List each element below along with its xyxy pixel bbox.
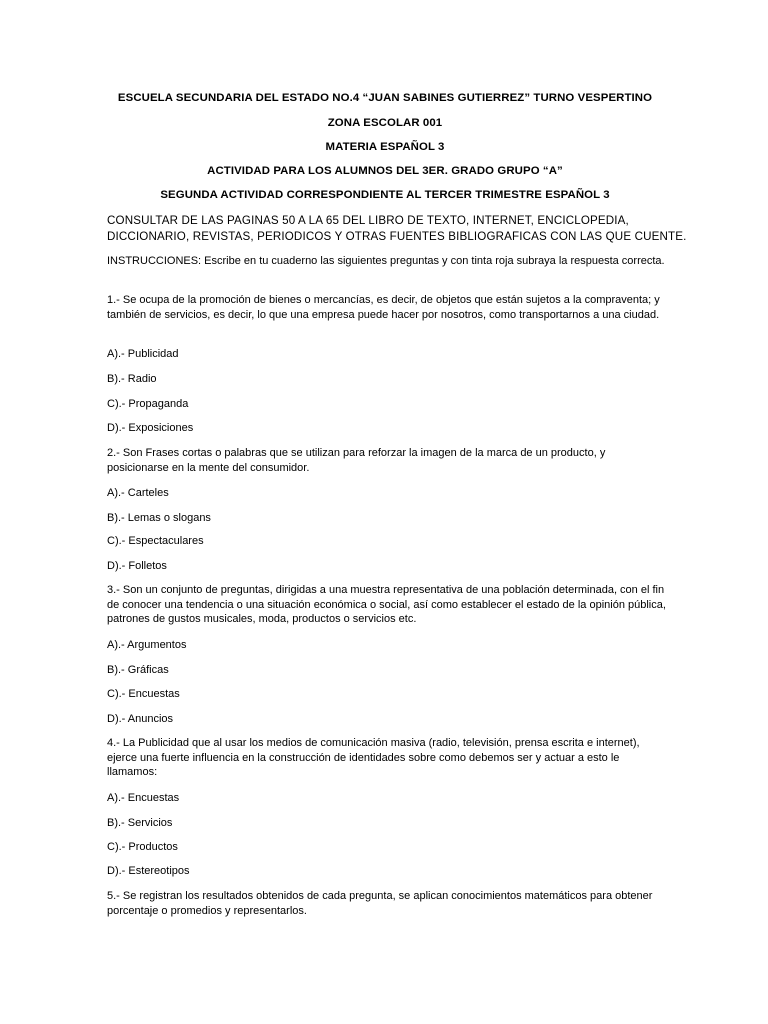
question-2-text: 2.- Son Frases cortas o palabras que se utilizan para reforzar la imagen de la marca de un producto, y posicionarse en la mente del consumidor. [107, 447, 606, 474]
question-1-text: 1.- Se ocupa de la promoción de bienes o mercancías, es decir, de objetos que están sujetos a la compraventa; y también de servicios, es decir, lo que una empresa puede hacer por nosotros, como transportarnos a una ciudad. [107, 294, 660, 321]
question-1-option-d: D).- Exposiciones [107, 422, 194, 434]
question-1-option-c: C).- Propaganda [107, 398, 189, 410]
question-4-text: 4.- La Publicidad que al usar los medios de comunicación masiva (radio, televisión, prensa escrita e internet), ejerce una fuerte influencia en la construcción de identidades sobre como debemos ser y actuar a esto le llamamos: [107, 737, 640, 779]
zone-heading: ZONA ESCOLAR 001 [327, 117, 443, 129]
question-4-option-d: D).- Estereotipos [107, 865, 190, 877]
question-3-option-b: B).- Gráficas [107, 664, 169, 676]
question-5-text: 5.- Se registran los resultados obtenidos de cada pregunta, se aplican conocimientos matemáticos para obtener porcentaje o promedios y representarlos. [107, 890, 653, 917]
question-2-option-c: C).- Espectaculares [107, 535, 204, 547]
question-3-text: 3.- Son un conjunto de preguntas, dirigidas a una muestra representativa de una población determinada, con el fin de conocer una tendencia o una situación económica o social, así como establecer el estado de la opinión pública, patrones de gustos musicales, moda, productos o servicios etc. [107, 584, 666, 626]
question-2-option-a: A).- Carteles [107, 487, 169, 499]
question-4-option-a: A).- Encuestas [107, 792, 180, 804]
question-3-option-d: D).- Anuncios [107, 713, 174, 725]
question-4-option-c: C).- Productos [107, 841, 178, 853]
subject-heading: MATERIA ESPAÑOL 3 [325, 141, 445, 153]
question-1-option-a: A).- Publicidad [107, 348, 179, 360]
question-3-option-a: A).- Argumentos [107, 639, 187, 651]
question-3-option-c: C).- Encuestas [107, 688, 180, 700]
question-1-option-b: B).- Radio [107, 373, 157, 385]
question-4-option-b: B).- Servicios [107, 817, 173, 829]
activity-heading: ACTIVIDAD PARA LOS ALUMNOS DEL 3ER. GRADO GRUPO “A” [207, 165, 563, 177]
second-activity-heading: SEGUNDA ACTIVIDAD CORRESPONDIENTE AL TERCER TRIMESTRE ESPAÑOL 3 [160, 189, 610, 201]
question-2-option-d: D).- Folletos [107, 560, 167, 572]
consult-paragraph: CONSULTAR DE LAS PAGINAS 50 A LA 65 DEL LIBRO DE TEXTO, INTERNET, ENCICLOPEDIA, DICCIONARIO, REVISTAS, PERIODICOS Y OTRAS FUENTES BIBLIOGRAFICAS CON LAS QUE CUENTE. [107, 214, 687, 243]
instructions-paragraph: INSTRUCCIONES: Escribe en tu cuaderno las siguientes preguntas y con tinta roja subraya la respuesta correcta. [107, 255, 665, 267]
school-heading: ESCUELA SECUNDARIA DEL ESTADO NO.4 “JUAN SABINES GUTIERREZ” TURNO VESPERTINO [117, 92, 653, 104]
question-2-option-b: B).- Lemas o slogans [107, 512, 211, 524]
